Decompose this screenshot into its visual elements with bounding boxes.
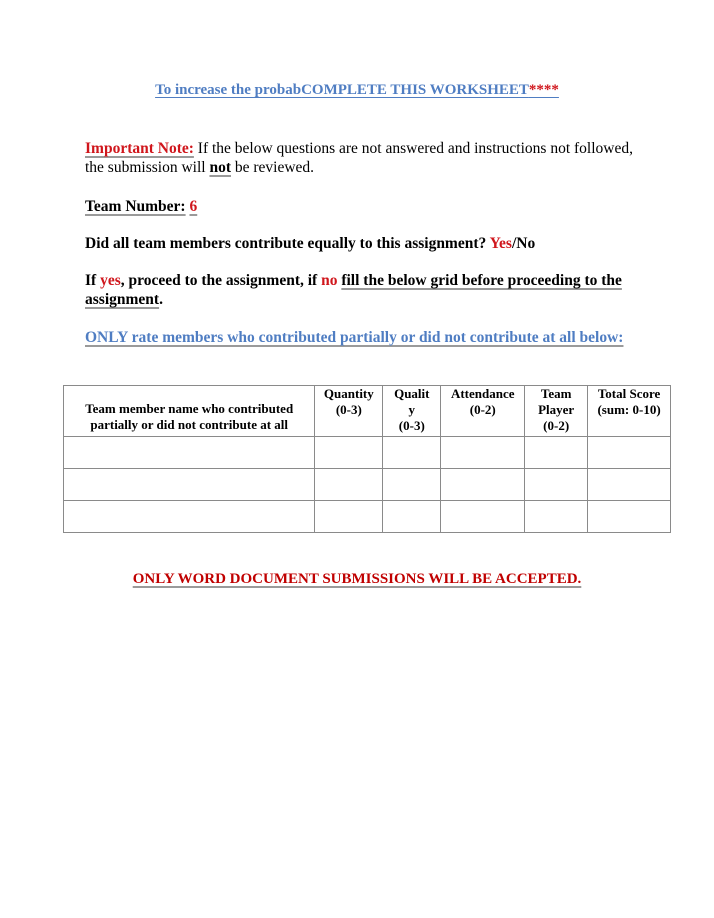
question-text: Did all team members contribute equally to this assignment? [85,235,490,252]
instruction-mid: , proceed to the assignment, if [120,272,322,289]
important-note-label: Important Note: [85,140,194,157]
header-quantity-l1: Quantity [323,386,374,401]
cell-member-name[interactable] [64,469,315,501]
table-row [64,501,671,533]
rate-note-text: ONLY rate members who contributed partially or did not contribute at all below: [85,329,624,346]
cell-member-name[interactable] [64,437,315,469]
header-attendance-l1: Attendance [450,386,515,401]
equal-contribution-question [85,234,645,253]
instruction-underlined: fill the below grid before proceeding to the assignment [85,272,622,308]
instruction-yes: yes [100,272,121,289]
team-number-label: Team Number: [85,198,186,215]
footer-text: ONLY WORD DOCUMENT SUBMISSIONS WILL BE ACCEPTED. [132,571,582,587]
table-row [64,469,671,501]
cell-team-player[interactable] [525,501,588,533]
header-quantity [315,386,383,437]
header-total-l1: Total Score [597,386,661,401]
cell-quality[interactable] [383,501,441,533]
important-note [85,139,645,177]
important-note-text2: be reviewed. [231,159,315,176]
cell-quantity[interactable] [315,437,383,469]
cell-total-score[interactable] [588,469,671,501]
rate-note [85,328,645,347]
header-quality-l1: Qualit [394,386,430,401]
cell-total-score[interactable] [588,437,671,469]
grid-header-row [64,386,671,437]
header-team-player-l1: Team [540,386,572,401]
title-stars: **** [528,82,559,98]
cell-attendance[interactable] [441,469,525,501]
header-quality-l3: (0-3) [398,418,425,433]
instruction-line [85,271,645,309]
cell-attendance[interactable] [441,437,525,469]
instruction-if: If [85,272,101,289]
header-member-name [64,386,315,437]
header-attendance-l2: (0-2) [469,402,496,417]
header-team-player-l2: Player [538,402,575,417]
title-text [155,82,529,98]
worksheet-title [0,82,714,99]
cell-quality[interactable] [383,437,441,469]
header-total-l2: (sum: 0-10) [597,402,661,417]
question-yes: Yes [489,235,512,252]
cell-quality[interactable] [383,469,441,501]
header-quality-l2: y [408,402,416,417]
cell-member-name[interactable] [64,501,315,533]
team-number [85,197,645,216]
header-quality [383,386,441,437]
cell-quantity[interactable] [315,501,383,533]
submission-footer [0,571,714,588]
header-team-player [525,386,588,437]
team-number-value: 6 [189,198,198,215]
header-member-name-text: Team member name who contributed partially or did not contribute at all [85,401,294,432]
title-part2: COMPLETE THIS WORKSHEET [301,82,529,98]
header-attendance [441,386,525,437]
cell-quantity[interactable] [315,469,383,501]
header-total-score [588,386,671,437]
important-note-emphasis: not [209,159,231,176]
instruction-end: . [159,291,163,308]
cell-team-player[interactable] [525,437,588,469]
cell-total-score[interactable] [588,501,671,533]
instruction-no: no [321,272,338,289]
table-row [64,437,671,469]
rating-grid [63,385,671,533]
header-quantity-l2: (0-3) [335,402,362,417]
cell-attendance[interactable] [441,501,525,533]
title-part1: To increase the probab [155,82,302,98]
cell-team-player[interactable] [525,469,588,501]
important-note-text1: If the below questions are not answered and instructions not followed, the submission will [85,140,633,176]
question-rest: /No [511,235,536,252]
header-team-player-l3: (0-2) [543,418,570,433]
